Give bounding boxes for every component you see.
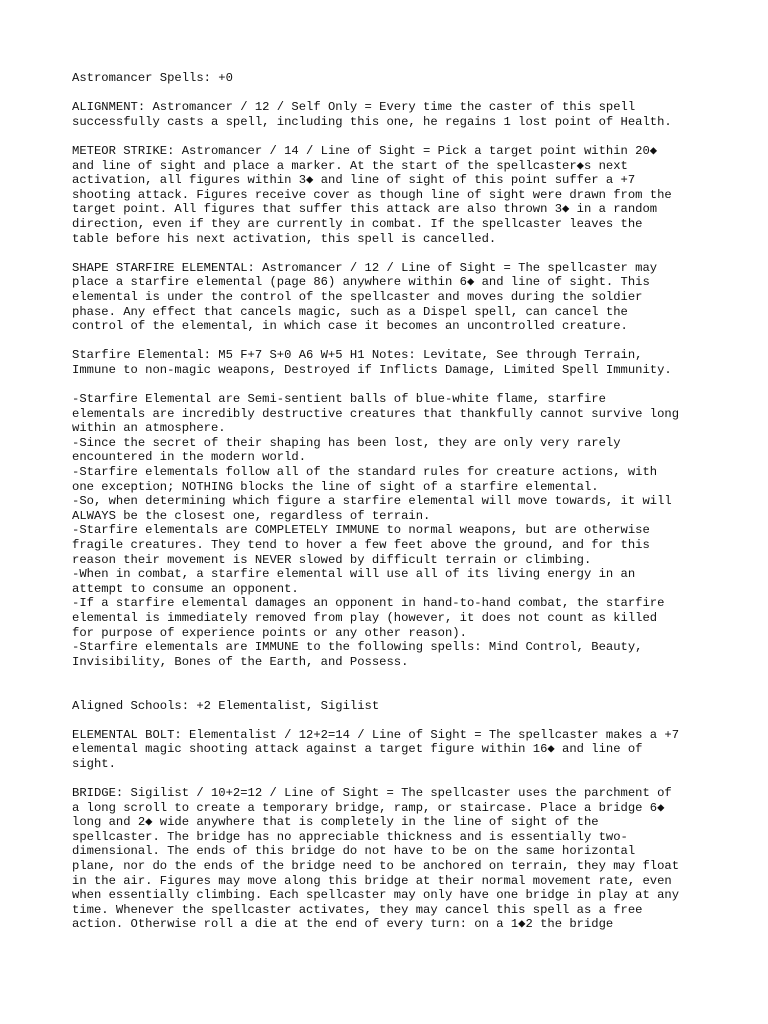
text-line: time. Whenever the spellcaster activates, they may cancel this spell as a free	[72, 902, 643, 917]
text-line: sight.	[72, 756, 116, 771]
text-line: control of the elemental, in which case it becomes an uncontrolled creature.	[72, 319, 628, 334]
text-line: Starfire Elemental: M5 F+7 S+0 A6 W+5 H1 Notes: Levitate, See through Terrain,	[72, 348, 643, 363]
text-line: METEOR STRIKE: Astromancer / 14 / Line of Sight = Pick a target point within 20◆	[72, 143, 658, 158]
section-heading: Astromancer Spells: +0	[72, 71, 233, 85]
meteor-strike-spell	[72, 144, 712, 246]
text-line: attempt to consume an opponent.	[72, 581, 299, 596]
text-line: elemental magic shooting attack against a target figure within 16◆ and line of	[72, 742, 643, 757]
text-line: target point. All figures that suffer this attack are also thrown 3◆ in a random	[72, 202, 658, 217]
text-line: when essentially climbing. Each spellcaster may only have one bridge in play at any	[72, 888, 680, 903]
bridge-spell	[72, 786, 712, 932]
text-line: BRIDGE: Sigilist / 10+2=12 / Line of Sight = The spellcaster uses the parchment of	[72, 786, 672, 801]
text-line: in the air. Figures may move along this bridge at their normal movement rate, even	[72, 873, 672, 888]
text-line: elemental is under the control of the spellcaster and moves during the soldier	[72, 289, 643, 304]
text-line: -Since the secret of their shaping has been lost, they are only very rarely	[72, 435, 621, 450]
text-line: fragile creatures. They tend to hover a few feet above the ground, and for this	[72, 538, 650, 552]
text-line: within an atmosphere.	[72, 421, 226, 436]
text-line: a long scroll to create a temporary bridge, ramp, or staircase. Place a bridge 6◆	[72, 800, 665, 815]
text-line: -So, when determining which figure a starfire elemental will move towards, it will	[72, 494, 672, 509]
text-line: plane, nor do the ends of the bridge need to be anchored on terrain, they may float	[72, 859, 680, 874]
text-line: encountered in the modern world.	[72, 450, 307, 465]
shape-starfire-elemental-spell	[72, 261, 712, 334]
text-line: elemental is immediately removed from play (however, it does not count as killed	[72, 610, 658, 625]
text-line: reason their movement is NEVER slowed by difficult terrain or climbing.	[72, 552, 592, 567]
text-line: place a starfire elemental (page 86) anywhere within 6◆ and line of sight. This	[72, 275, 650, 290]
text-line: action. Otherwise roll a die at the end of every turn: on a 1◆2 the bridge	[72, 917, 614, 932]
text-line: direction, even if they are currently in combat. If the spellcaster leaves the	[72, 216, 643, 231]
text-line: one exception; NOTHING blocks the line of sight of a starfire elemental.	[72, 479, 599, 494]
document-page	[72, 71, 712, 932]
text-line: and line of sight and place a marker. At the start of the spellcaster◆s next	[72, 158, 628, 173]
text-line: -Starfire elementals are COMPLETELY IMMUNE to normal weapons, but are otherwise	[72, 523, 650, 538]
text-line: SHAPE STARFIRE ELEMENTAL: Astromancer / 12 / Line of Sight = The spellcaster may	[72, 260, 658, 275]
text-line: shooting attack. Figures receive cover as though line of sight were drawn from the	[72, 187, 672, 202]
text-line: Invisibility, Bones of the Earth, and Possess.	[72, 654, 409, 669]
text-line: activation, all figures within 3◆ and line of sight of this point suffer a +7	[72, 173, 636, 188]
elemental-bolt-spell	[72, 728, 712, 772]
text-line: long and 2◆ wide anywhere that is completely in the line of sight of the	[72, 815, 599, 830]
text-line: -Starfire elementals are IMMUNE to the following spells: Mind Control, Beauty,	[72, 640, 643, 655]
text-line: dimensional. The ends of this bridge do not have to be on the same horizontal	[72, 844, 636, 859]
text-line: -When in combat, a starfire elemental will use all of its living energy in an	[72, 567, 636, 582]
text-line: successfully casts a spell, including this one, he regains 1 lost point of Health.	[72, 114, 672, 129]
text-line: spellcaster. The bridge has no appreciable thickness and is essentially two-	[72, 829, 628, 844]
aligned-schools-heading: Aligned Schools: +2 Elementalist, Sigilist	[72, 698, 380, 713]
text-line: ALWAYS be the closest one, regardless of terrain.	[72, 508, 431, 523]
text-line: for purpose of experience points or any other reason).	[72, 625, 467, 640]
alignment-spell	[72, 100, 712, 129]
text-line: ELEMENTAL BOLT: Elementalist / 12+2=14 / Line of Sight = The spellcaster makes a +7	[72, 727, 680, 742]
text-line: -If a starfire elemental damages an opponent in hand-to-hand combat, the starfire	[72, 596, 665, 611]
starfire-elemental-stats	[72, 348, 712, 377]
text-line: ALIGNMENT: Astromancer / 12 / Self Only = Every time the caster of this spell	[72, 100, 636, 115]
text-line: -Starfire elementals follow all of the standard rules for creature actions, with	[72, 465, 658, 480]
text-line: table before his next activation, this spell is cancelled.	[72, 231, 497, 246]
text-line: elementals are incredibly destructive creatures that thankfully cannot survive long	[72, 406, 680, 421]
text-line: Immune to non-magic weapons, Destroyed if Inflicts Damage, Limited Spell Immunity.	[72, 362, 672, 377]
starfire-elemental-notes	[72, 392, 712, 669]
text-line: phase. Any effect that cancels magic, such as a Dispel spell, can cancel the	[72, 304, 628, 319]
text-line: -Starfire Elemental are Semi-sentient balls of blue-white flame, starfire	[72, 392, 606, 407]
